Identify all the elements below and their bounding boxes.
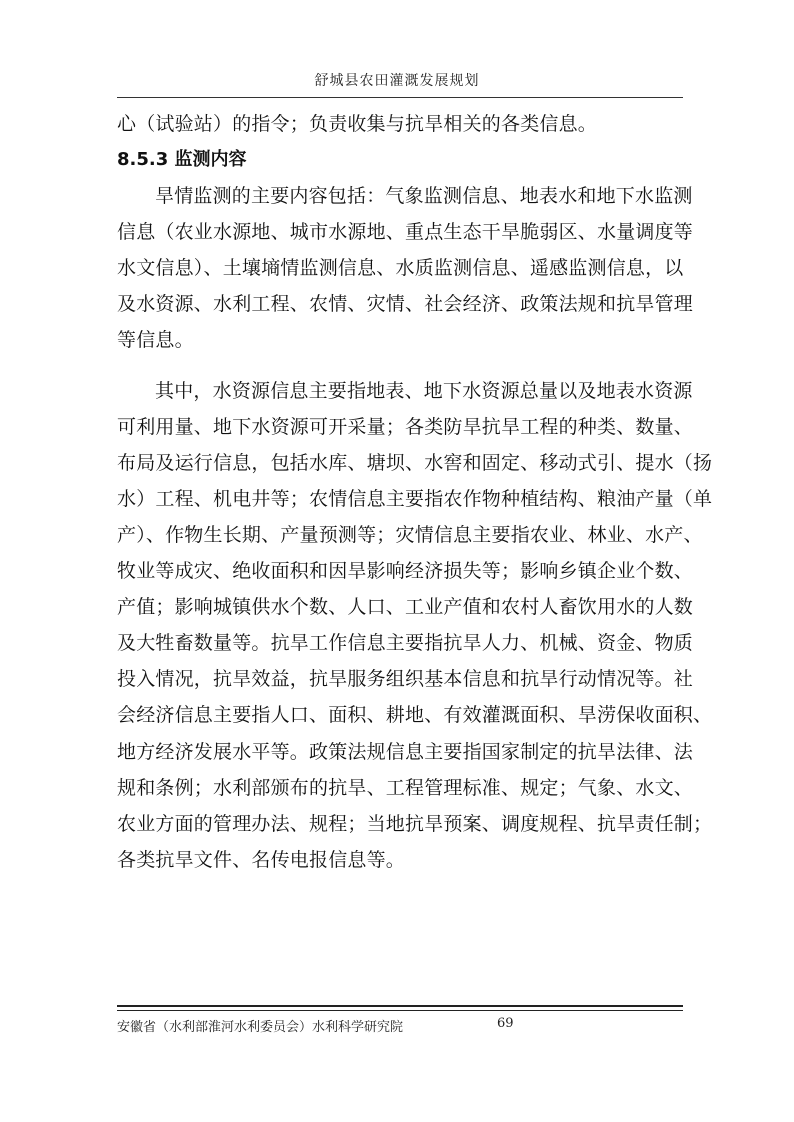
paragraph-line: 水）工程、机电井等；农情信息主要指农作物种植结构、粮油产量（单	[117, 487, 713, 510]
footer-divider-thick	[117, 1005, 683, 1007]
paragraph-line: 等信息。	[117, 329, 194, 352]
page-body	[117, 106, 713, 878]
paragraph-monitoring-content	[117, 178, 694, 358]
paragraph-line: 牧业等成灾、绝收面积和因旱影响经济损失等；影响乡镇企业个数、	[117, 560, 694, 583]
running-header-title: 舒城县农田灌溉发展规划	[314, 73, 480, 89]
paragraph-line: 及水资源、水利工程、农情、灾情、社会经济、政策法规和抗旱管理	[117, 293, 694, 316]
paragraph-line: 投入情况，抗旱效益，抗旱服务组织基本信息和抗旱行动情况等。社	[117, 668, 694, 691]
paragraph-line: 各类抗旱文件、名传电报信息等。	[117, 848, 406, 871]
paragraph-line: 产）、作物生长期、产量预测等；灾情信息主要指农业、林业、水产、	[117, 523, 703, 546]
paragraph-line: 规和条例；水利部颁布的抗旱、工程管理标准、规定；气象、水文、	[117, 776, 694, 799]
paragraph-information-details	[117, 373, 713, 878]
paragraph-gap	[117, 359, 681, 373]
paragraph-line: 及大牲畜数量等。抗旱工作信息主要指抗旱人力、机械、资金、物质	[117, 632, 694, 655]
header-divider	[117, 97, 683, 98]
paragraph-line: 布局及运行信息，包括水库、塘坝、水窖和固定、移动式引、提水（扬	[117, 451, 713, 474]
paragraph-line: 水文信息）、土壤墒情监测信息、水质监测信息、遥感监测信息，以	[117, 257, 684, 280]
page-number: 69	[497, 1016, 514, 1031]
section-heading: 8.5.3 监测内容	[117, 149, 247, 171]
paragraph-line: 信息（农业水源地、城市水源地、重点生态干旱脆弱区、水量调度等	[117, 221, 694, 244]
footer-divider-thin	[117, 1010, 683, 1011]
paragraph-line: 会经济信息主要指人口、面积、耕地、有效灌溉面积、旱涝保收面积、	[117, 704, 713, 727]
paragraph-line: 地方经济发展水平等。政策法规信息主要指国家制定的抗旱法律、法	[117, 740, 694, 763]
paragraph-line: 旱情监测的主要内容包括：气象监测信息、地表水和地下水监测	[155, 185, 693, 208]
paragraph-line: 可利用量、地下水资源可开采量；各类防旱抗旱工程的种类、数量、	[117, 415, 694, 438]
footer-organization: 安徽省（水利部淮河水利委员会）水利科学研究院	[117, 1020, 404, 1035]
paragraph-line: 农业方面的管理办法、规程；当地抗旱预案、调度规程、抗旱责任制；	[117, 812, 713, 835]
continuation-line: 心（试验站）的指令；负责收集与抗旱相关的各类信息。	[117, 113, 598, 135]
paragraph-line: 产值；影响城镇供水个数、人口、工业产值和农村人畜饮用水的人数	[117, 596, 694, 619]
paragraph-line: 其中，水资源信息主要指地表、地下水资源总量以及地表水资源	[155, 379, 693, 402]
